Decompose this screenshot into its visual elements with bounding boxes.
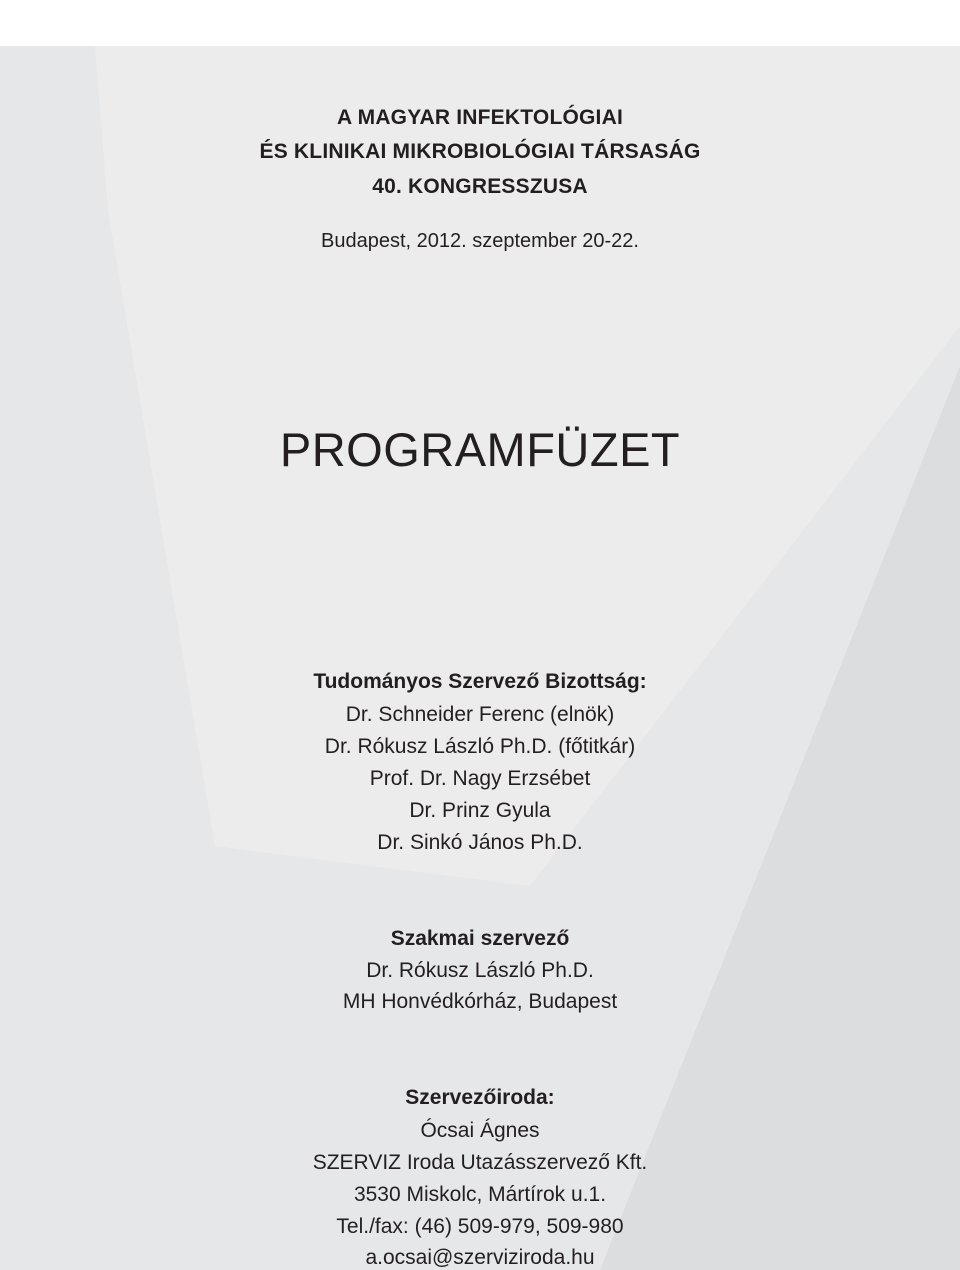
office-line: 3530 Miskolc, Mártírok u.1. — [353, 1183, 607, 1206]
society-name-line2: ÉS KLINIKAI MIKROBIOLÓGIAI TÁRSASÁG — [259, 140, 701, 163]
committee-member: Dr. Prinz Gyula — [409, 799, 551, 822]
professional-organizer-heading: Szakmai szervező — [390, 927, 570, 950]
office-line: Ócsai Ágnes — [420, 1119, 540, 1142]
organizer-line: Dr. Rókusz László Ph.D. — [366, 959, 594, 982]
committee-member: Prof. Dr. Nagy Erzsébet — [369, 767, 591, 790]
organizer-line: MH Honvédkórház, Budapest — [342, 990, 618, 1013]
office-line: SZERVIZ Iroda Utazásszervező Kft. — [312, 1151, 648, 1174]
committee-member: Dr. Schneider Ferenc (elnök) — [345, 703, 615, 726]
committee-member: Dr. Sinkó János Ph.D. — [377, 831, 583, 854]
scientific-committee-heading: Tudományos Szervező Bizottság: — [313, 670, 647, 693]
congress-number: 40. KONGRESSZUSA — [372, 175, 588, 198]
office-line: Tel./fax: (46) 509-979, 509-980 — [336, 1215, 624, 1238]
society-name-line1: A MAGYAR INFEKTOLÓGIAI — [337, 106, 623, 129]
office-email: a.ocsai@szerviziroda.hu — [365, 1246, 595, 1269]
organizing-office-heading: Szervezőiroda: — [405, 1086, 555, 1109]
event-date-location: Budapest, 2012. szeptember 20-22. — [321, 230, 639, 252]
document-title: PROGRAMFÜZET — [279, 423, 681, 476]
committee-member: Dr. Rókusz László Ph.D. (főtitkár) — [324, 735, 636, 758]
